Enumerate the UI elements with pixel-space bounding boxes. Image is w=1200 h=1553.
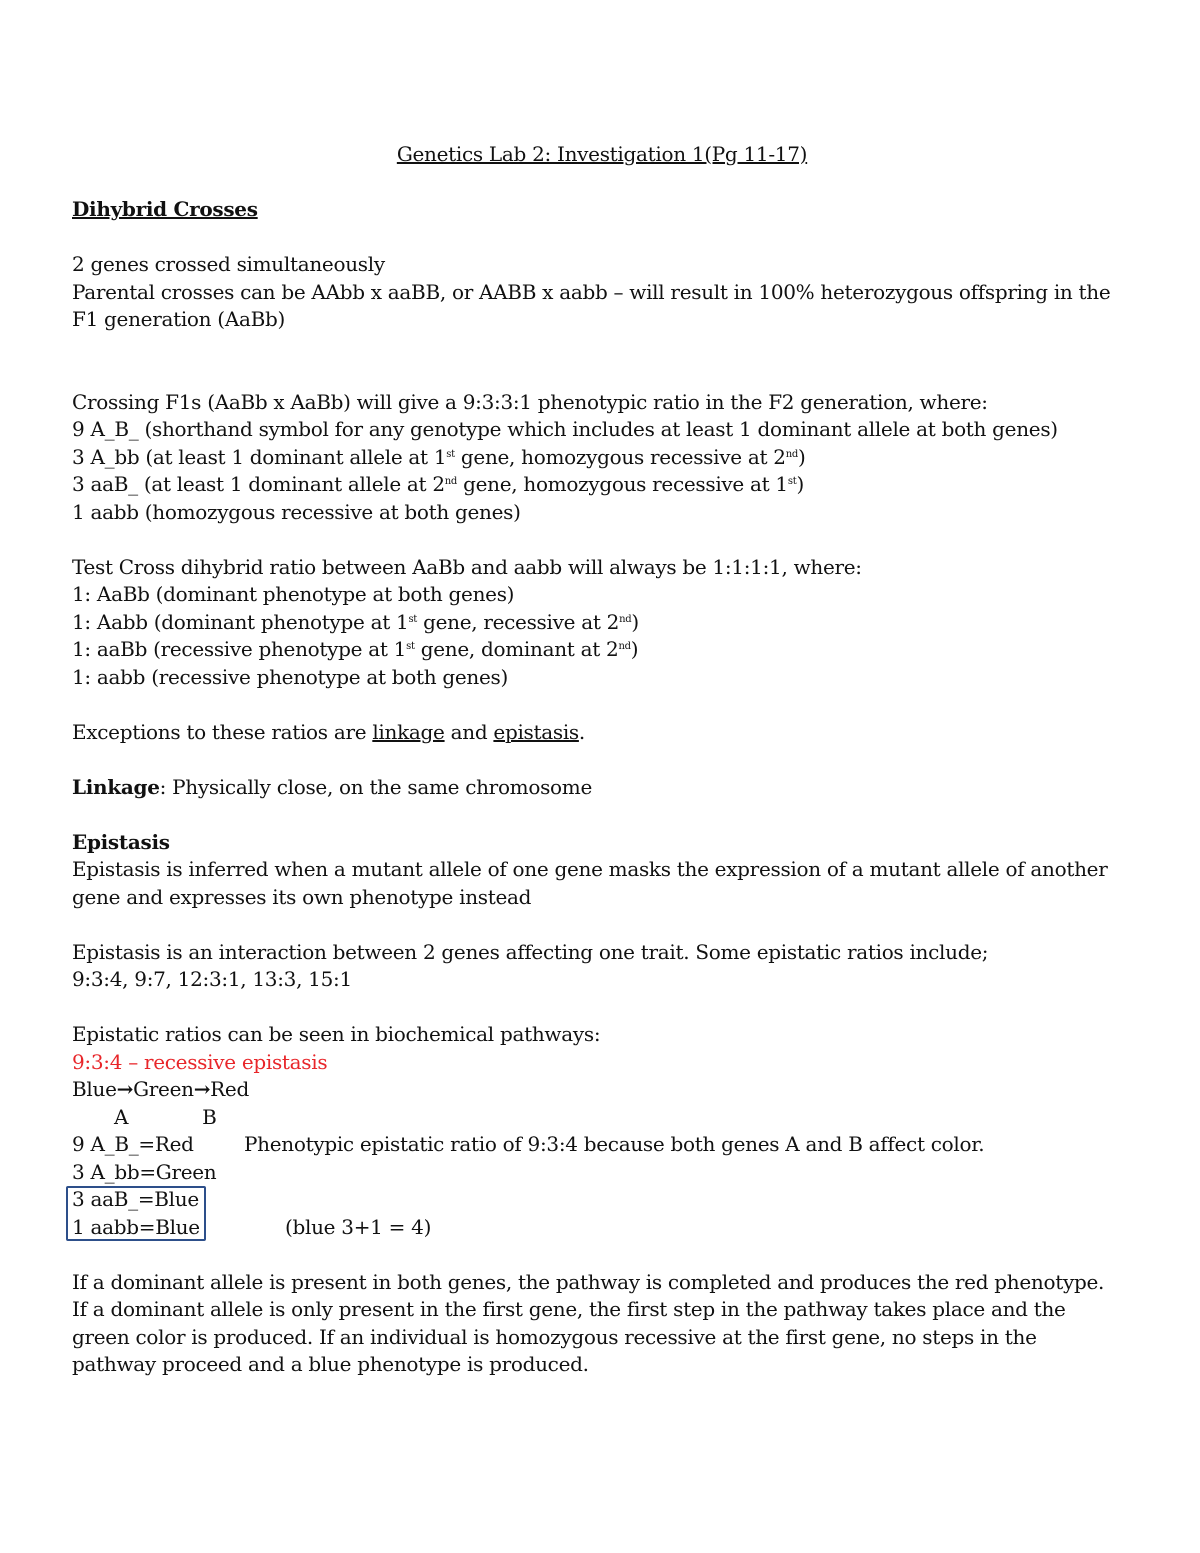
f2-ratio-3: 3 aaB_ (at least 1 dominant allele at 2nd gene, homozygous recessive at 1st)	[72, 472, 804, 496]
explanation-line-1: If a dominant allele is present in both genes, the pathway is completed and produces the red phenotype.	[72, 1269, 1105, 1294]
testcross-ratio-2: 1: Aabb (dominant phenotype at 1st gene, recessive at 2nd)	[72, 609, 639, 634]
pathway-line: Blue→Green→Red	[72, 1077, 249, 1101]
epistasis-p1-line-2: gene and expresses its own phenotype instead	[72, 884, 532, 909]
dihybrid-line-1: 2 genes crossed simultaneously	[72, 252, 385, 276]
epistasis-p3: Epistatic ratios can be seen in biochemical pathways:	[72, 1022, 601, 1046]
dihybrid-heading: Dihybrid Crosses	[72, 197, 258, 221]
epistasis-term: epistasis	[493, 719, 579, 744]
f2-intro: Crossing F1s (AaBb x AaBb) will give a 9:3:3:1 phenotypic ratio in the F2 generation, where:	[72, 389, 988, 414]
explanation-line-2: If a dominant allele is only present in the first gene, the first step in the pathway takes place and the	[72, 1297, 1066, 1321]
gene-b-label: B	[202, 1104, 217, 1129]
epistasis-p2-line-2: 9:3:4, 9:7, 12:3:1, 13:3, 15:1	[72, 967, 352, 991]
document-title: Genetics Lab 2: Investigation 1(Pg 11-17)	[396, 142, 808, 166]
linkage-definition: Linkage: Physically close, on the same chromosome	[72, 774, 592, 799]
arrow-icon: →	[193, 1077, 211, 1101]
highlight-box	[66, 1186, 206, 1241]
gene-a-label: A	[114, 1104, 129, 1129]
gene-labels	[72, 1104, 1132, 1132]
blue-genotypes-group	[72, 1186, 1132, 1241]
genotype-row-3: 3 aaB_=Blue	[72, 1187, 199, 1211]
document-page	[72, 141, 1132, 1379]
f2-ratio-1: 9 A_B_ (shorthand symbol for any genotype which includes at least 1 dominant allele at both genes)	[72, 417, 1058, 441]
genotype-row-2: 3 A_bb=Green	[72, 1159, 217, 1184]
exceptions-line: Exceptions to these ratios are linkage and epistasis.	[72, 719, 585, 744]
arrow-icon: →	[116, 1077, 134, 1101]
f2-ratio-2: 3 A_bb (at least 1 dominant allele at 1st gene, homozygous recessive at 2nd)	[72, 444, 806, 469]
epistasis-p1-line-1: Epistasis is inferred when a mutant allele of one gene masks the expression of a mutant allele of another	[72, 857, 1108, 881]
testcross-ratio-4: 1: aabb (recessive phenotype at both genes)	[72, 664, 509, 689]
dihybrid-line-3: F1 generation (AaBb)	[72, 307, 285, 331]
testcross-intro: Test Cross dihybrid ratio between AaBb and aabb will always be 1:1:1:1, where:	[72, 554, 862, 579]
f2-ratio-4: 1 aabb (homozygous recessive at both genes)	[72, 499, 521, 524]
epistasis-p2-line-1: Epistasis is an interaction between 2 genes affecting one trait. Some epistatic ratios include;	[72, 939, 989, 964]
genotype-row-1: 9 A_B_=Red Phenotypic epistatic ratio of 9:3:4 because both genes A and B affect color.	[72, 1132, 985, 1156]
dihybrid-line-2: Parental crosses can be AAbb x aaBB, or AABB x aabb – will result in 100% heterozygous offspring in the	[72, 279, 1111, 304]
testcross-ratio-3: 1: aaBb (recessive phenotype at 1st gene, dominant at 2nd)	[72, 637, 639, 661]
explanation-line-4: pathway proceed and a blue phenotype is produced.	[72, 1352, 589, 1376]
linkage-term: linkage	[372, 719, 445, 744]
epistasis-heading: Epistasis	[72, 829, 170, 854]
testcross-ratio-1: 1: AaBb (dominant phenotype at both genes)	[72, 582, 515, 606]
explanation-line-3: green color is produced. If an individual is homozygous recessive at the first gene, no steps in the	[72, 1324, 1037, 1349]
linkage-label: Linkage	[72, 774, 160, 799]
recessive-epistasis-heading: 9:3:4 – recessive epistasis	[72, 1049, 328, 1074]
genotype-row-4: 1 aabb=Blue (blue 3+1 = 4)	[72, 1214, 432, 1239]
